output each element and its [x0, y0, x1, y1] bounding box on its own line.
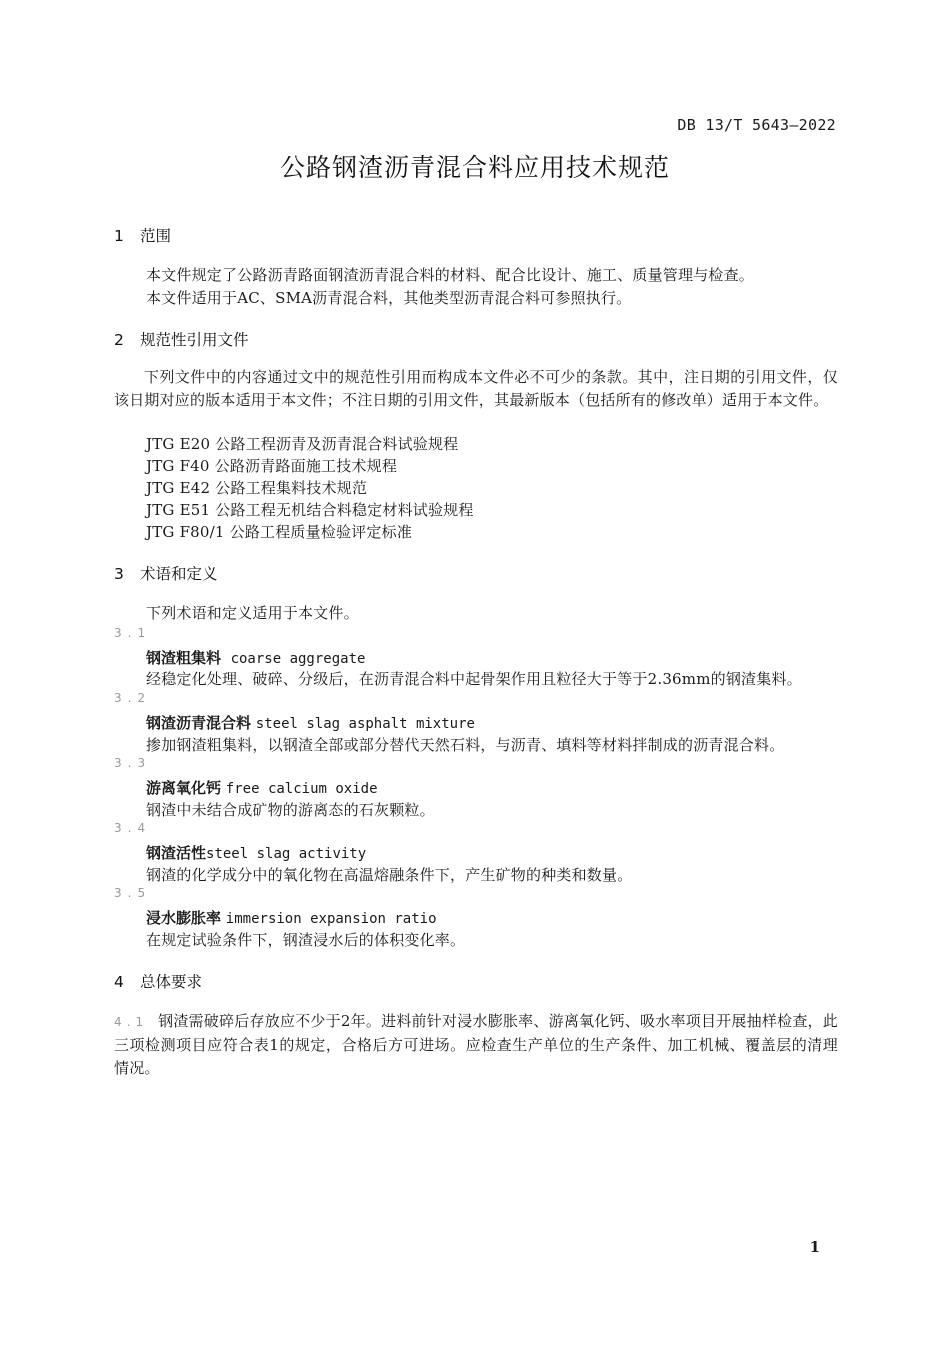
section-heading-scope: [114, 224, 171, 246]
term-name-en: immersion expansion ratio: [225, 911, 437, 927]
section-number: 4: [114, 973, 124, 991]
term-entry: [146, 842, 366, 863]
clause-number: 4.1: [114, 1015, 149, 1029]
term-name-en: steel slag asphalt mixture: [255, 716, 475, 732]
term-entry: [146, 647, 365, 668]
section-number: 2: [114, 331, 124, 349]
section-title: 规范性引用文件: [140, 331, 249, 349]
term-entry: [146, 712, 475, 733]
term-name-zh: 钢渣沥青混合料: [146, 714, 252, 732]
term-entry: [146, 777, 378, 798]
reference-doc: JTG F80/1 公路工程质量检验评定标准: [146, 523, 413, 541]
clause-4-1: [114, 1010, 838, 1080]
standard-code: DB 13/T 5643—2022: [677, 116, 836, 134]
term-number: 3.2: [114, 691, 152, 705]
term-name-en: free calcium oxide: [225, 781, 378, 797]
term-number: 3.1: [114, 626, 152, 640]
section-heading-references: [114, 328, 249, 350]
terms-intro: 下列术语和定义适用于本文件。: [146, 604, 359, 622]
term-name-zh: 浸水膨胀率: [146, 909, 222, 927]
reference-doc: JTG E42 公路工程集料技术规范: [146, 479, 368, 497]
scope-line-1: 本文件规定了公路沥青路面钢渣沥青混合料的材料、配合比设计、施工、质量管理与检查。: [146, 266, 755, 284]
page-number: 1: [809, 1238, 820, 1256]
term-name-en: steel slag activity: [206, 846, 367, 862]
section-title: 范围: [140, 227, 172, 245]
reference-doc: JTG E51 公路工程无机结合料稳定材料试验规程: [146, 501, 474, 519]
section-heading-terms: [114, 562, 218, 584]
term-number: 3.3: [114, 756, 152, 770]
section-heading-general: [114, 970, 202, 992]
term-name-zh: 钢渣粗集料: [146, 649, 222, 667]
term-definition: 掺加钢渣粗集料，以钢渣全部或部分替代天然石料，与沥青、填料等材料拌制成的沥青混合料。: [146, 736, 785, 754]
term-definition: 钢渣中未结合成矿物的游离态的石灰颗粒。: [146, 801, 435, 819]
term-entry: [146, 907, 437, 928]
term-definition: 钢渣的化学成分中的氧化物在高温熔融条件下，产生矿物的种类和数量。: [146, 866, 633, 884]
term-name-en: coarse aggregate: [230, 651, 366, 667]
references-intro: 下列文件中的内容通过文中的规范性引用而构成本文件必不可少的条款。其中，注日期的引用文件，仅该日期对应的版本适用于本文件；不注日期的引用文件，其最新版本（包括所有的修改单）适用于本文件。: [114, 368, 838, 409]
term-definition: 经稳定化处理、破碎、分级后，在沥青混合料中起骨架作用且粒径大于等于2.36mm的钢渣集料。: [146, 670, 802, 688]
page-title: 公路钢渣沥青混合料应用技术规范: [279, 153, 670, 182]
section-number: 1: [114, 227, 124, 245]
section-title: 总体要求: [140, 973, 203, 991]
term-definition: 在规定试验条件下，钢渣浸水后的体积变化率。: [146, 931, 466, 949]
section-number: 3: [114, 565, 124, 583]
clause-text: 钢渣需破碎后存放应不少于2年。进料前针对浸水膨胀率、游离氧化钙、吸水率项目开展抽样检查，此三项检测项目应符合表1的规定，合格后方可进场。应检查生产单位的生产条件、加工机械、覆盖层的清理情况。: [114, 1012, 838, 1077]
reference-doc: JTG F40 公路沥青路面施工技术规程: [146, 457, 398, 475]
scope-line-2: 本文件适用于AC、SMA沥青混合料，其他类型沥青混合料可参照执行。: [146, 289, 632, 307]
term-number: 3.5: [114, 886, 152, 900]
term-name-zh: 钢渣活性: [146, 844, 207, 862]
term-number: 3.4: [114, 821, 152, 835]
term-name-zh: 游离氧化钙: [146, 779, 222, 797]
reference-doc: JTG E20 公路工程沥青及沥青混合料试验规程: [146, 435, 459, 453]
section-title: 术语和定义: [140, 565, 218, 583]
